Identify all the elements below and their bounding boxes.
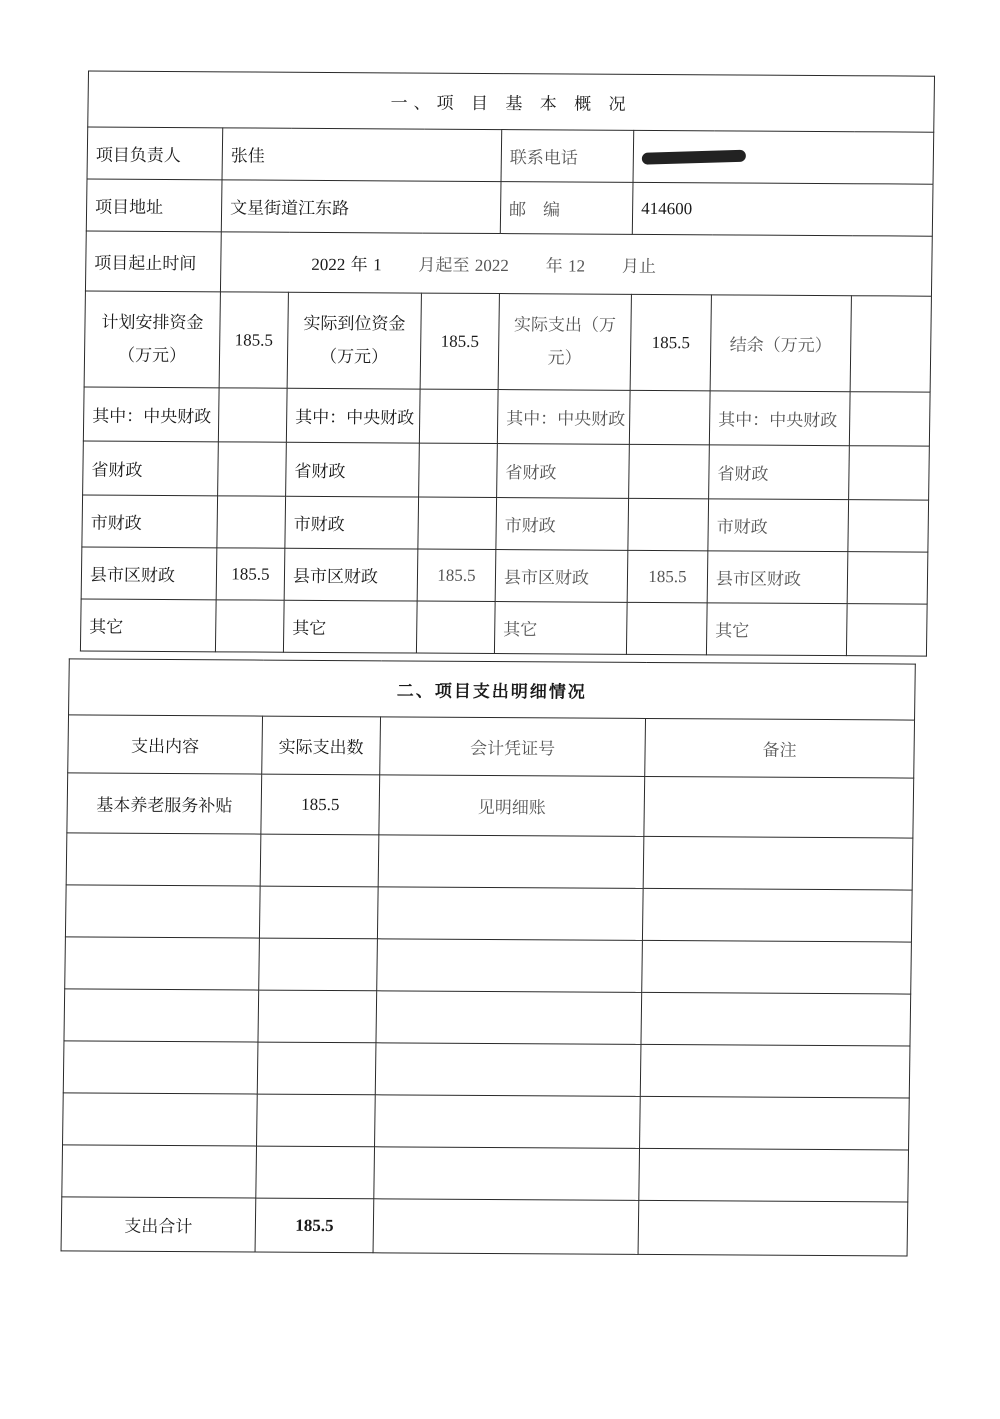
period-year-unit-1: 年 [350,255,368,276]
breakdown-label: 其中：中央财政 [497,390,630,445]
cell-content [64,989,259,1042]
breakdown-value [217,496,286,548]
total-label: 支出合计 [61,1197,256,1252]
cell-amount [256,1146,375,1199]
cell-content [65,937,260,990]
breakdown-value [849,392,930,446]
breakdown-value [418,497,497,549]
breakdown-value [626,602,707,654]
period-month-to: 月起至 [418,255,470,276]
table-row [64,989,911,1046]
cell-remark [639,1148,909,1202]
breakdown-label: 市财政 [496,498,629,551]
breakdown-value [846,604,927,656]
breakdown-label: 县市区财政 [495,550,628,603]
breakdown-value [628,498,709,550]
cell-remark [640,1044,910,1098]
total-remark-cell [638,1200,908,1256]
breakdown-value: 185.5 [417,549,496,601]
column-header: 实际支出数 [262,716,381,775]
section1-title: 一、项 目 基 本 概 况 [88,71,935,132]
cell-remark [644,776,914,838]
breakdown-label: 县市区财政 [284,548,418,601]
cell-remark [640,1096,910,1150]
phone-label: 联系电话 [501,130,634,183]
breakdown-label: 县市区财政 [707,551,848,604]
breakdown-label: 市财政 [82,495,218,548]
breakdown-value [849,446,930,500]
breakdown-value [848,500,929,552]
breakdown-value [218,442,287,496]
table-row [62,1145,909,1202]
cell-remark [642,940,912,994]
breakdown-value [629,390,710,444]
planned-funds-value: 185.5 [219,292,288,388]
breakdown-value [419,443,498,497]
cell-content [65,885,260,938]
project-leader-value: 张佳 [222,128,502,182]
breakdown-label: 其它 [283,600,417,653]
postcode-label: 邮 编 [500,182,633,235]
period-value [220,232,932,296]
cell-content [63,1093,258,1146]
project-overview-table [80,71,935,657]
cell-voucher [376,991,642,1045]
total-row [61,1197,908,1256]
table-row [63,1041,910,1098]
cell-voucher: 见明细账 [379,775,645,837]
cell-voucher [378,835,644,889]
expenditure-detail-table [61,658,916,1256]
breakdown-label: 省财政 [709,445,850,500]
balance-label: 结余（万元） [710,295,851,392]
planned-funds-label: 计划安排资金（万元） [84,291,220,388]
breakdown-label: 其中：中央财政 [286,388,420,443]
cell-amount [258,990,377,1043]
cell-amount [257,1042,376,1095]
table-row [65,937,912,994]
breakdown-label: 省财政 [83,441,219,496]
table-row [65,885,912,942]
period-label: 项目起止时间 [85,231,221,292]
spent-funds-label: 实际支出（万元） [498,294,631,391]
address-label: 项目地址 [86,179,222,232]
breakdown-label: 其中：中央财政 [83,387,219,442]
cell-voucher [377,939,643,993]
period-month-end: 月止 [621,256,657,278]
table-row [67,773,914,838]
cell-voucher [375,1043,641,1097]
total-voucher-cell [373,1199,639,1255]
column-header: 支出内容 [68,715,263,774]
breakdown-label: 县市区财政 [81,547,217,600]
breakdown-label: 其它 [494,602,627,655]
breakdown-value [416,601,495,653]
cell-content: 基本养老服务补贴 [67,773,262,834]
breakdown-label: 省财政 [286,442,420,497]
period-year-unit-2: 年 [545,256,563,277]
period-start-year: 2022 [311,254,346,275]
spent-funds-value: 185.5 [630,294,711,390]
breakdown-value: 185.5 [627,550,708,602]
cell-content [62,1145,257,1198]
cell-voucher [375,1095,641,1149]
table-row [63,1093,910,1150]
cell-voucher [374,1147,640,1201]
cell-remark [643,836,913,890]
breakdown-value [218,388,287,442]
period-end-month: 12 [567,256,586,276]
cell-amount [260,834,379,887]
breakdown-label: 其中：中央财政 [709,391,850,446]
project-leader-label: 项目负责人 [87,127,223,180]
breakdown-value [847,552,928,604]
address-value: 文星街道江东路 [221,180,501,234]
cell-remark [642,888,912,942]
table-row [66,833,913,890]
postcode-value: 414600 [632,182,933,236]
cell-amount [259,886,378,939]
phone-value [633,130,934,184]
cell-amount [259,938,378,991]
section2-title: 二、项目支出明细情况 [69,659,916,720]
column-header: 备注 [645,718,915,778]
period-end-year: 2022 [474,255,509,276]
cell-voucher [377,887,643,941]
breakdown-value [629,444,710,498]
cell-amount: 185.5 [261,774,380,835]
breakdown-label: 其它 [706,603,847,656]
cell-content [66,833,261,886]
received-funds-label: 实际到位资金（万元） [287,292,421,389]
breakdown-label: 其它 [80,599,216,652]
breakdown-value [215,600,284,652]
cell-remark [641,992,911,1046]
column-header: 会计凭证号 [380,717,646,777]
period-start-month: 1 [373,255,382,275]
total-value: 185.5 [255,1198,374,1253]
received-funds-value: 185.5 [420,293,499,389]
breakdown-label: 市财政 [708,499,849,552]
redacted-phone-mark [642,150,746,165]
balance-value [850,296,931,392]
cell-content [63,1041,258,1094]
breakdown-label: 省财政 [497,444,630,499]
breakdown-value [419,389,498,443]
breakdown-label: 市财政 [285,496,419,549]
breakdown-value: 185.5 [216,548,285,600]
cell-amount [257,1094,376,1147]
